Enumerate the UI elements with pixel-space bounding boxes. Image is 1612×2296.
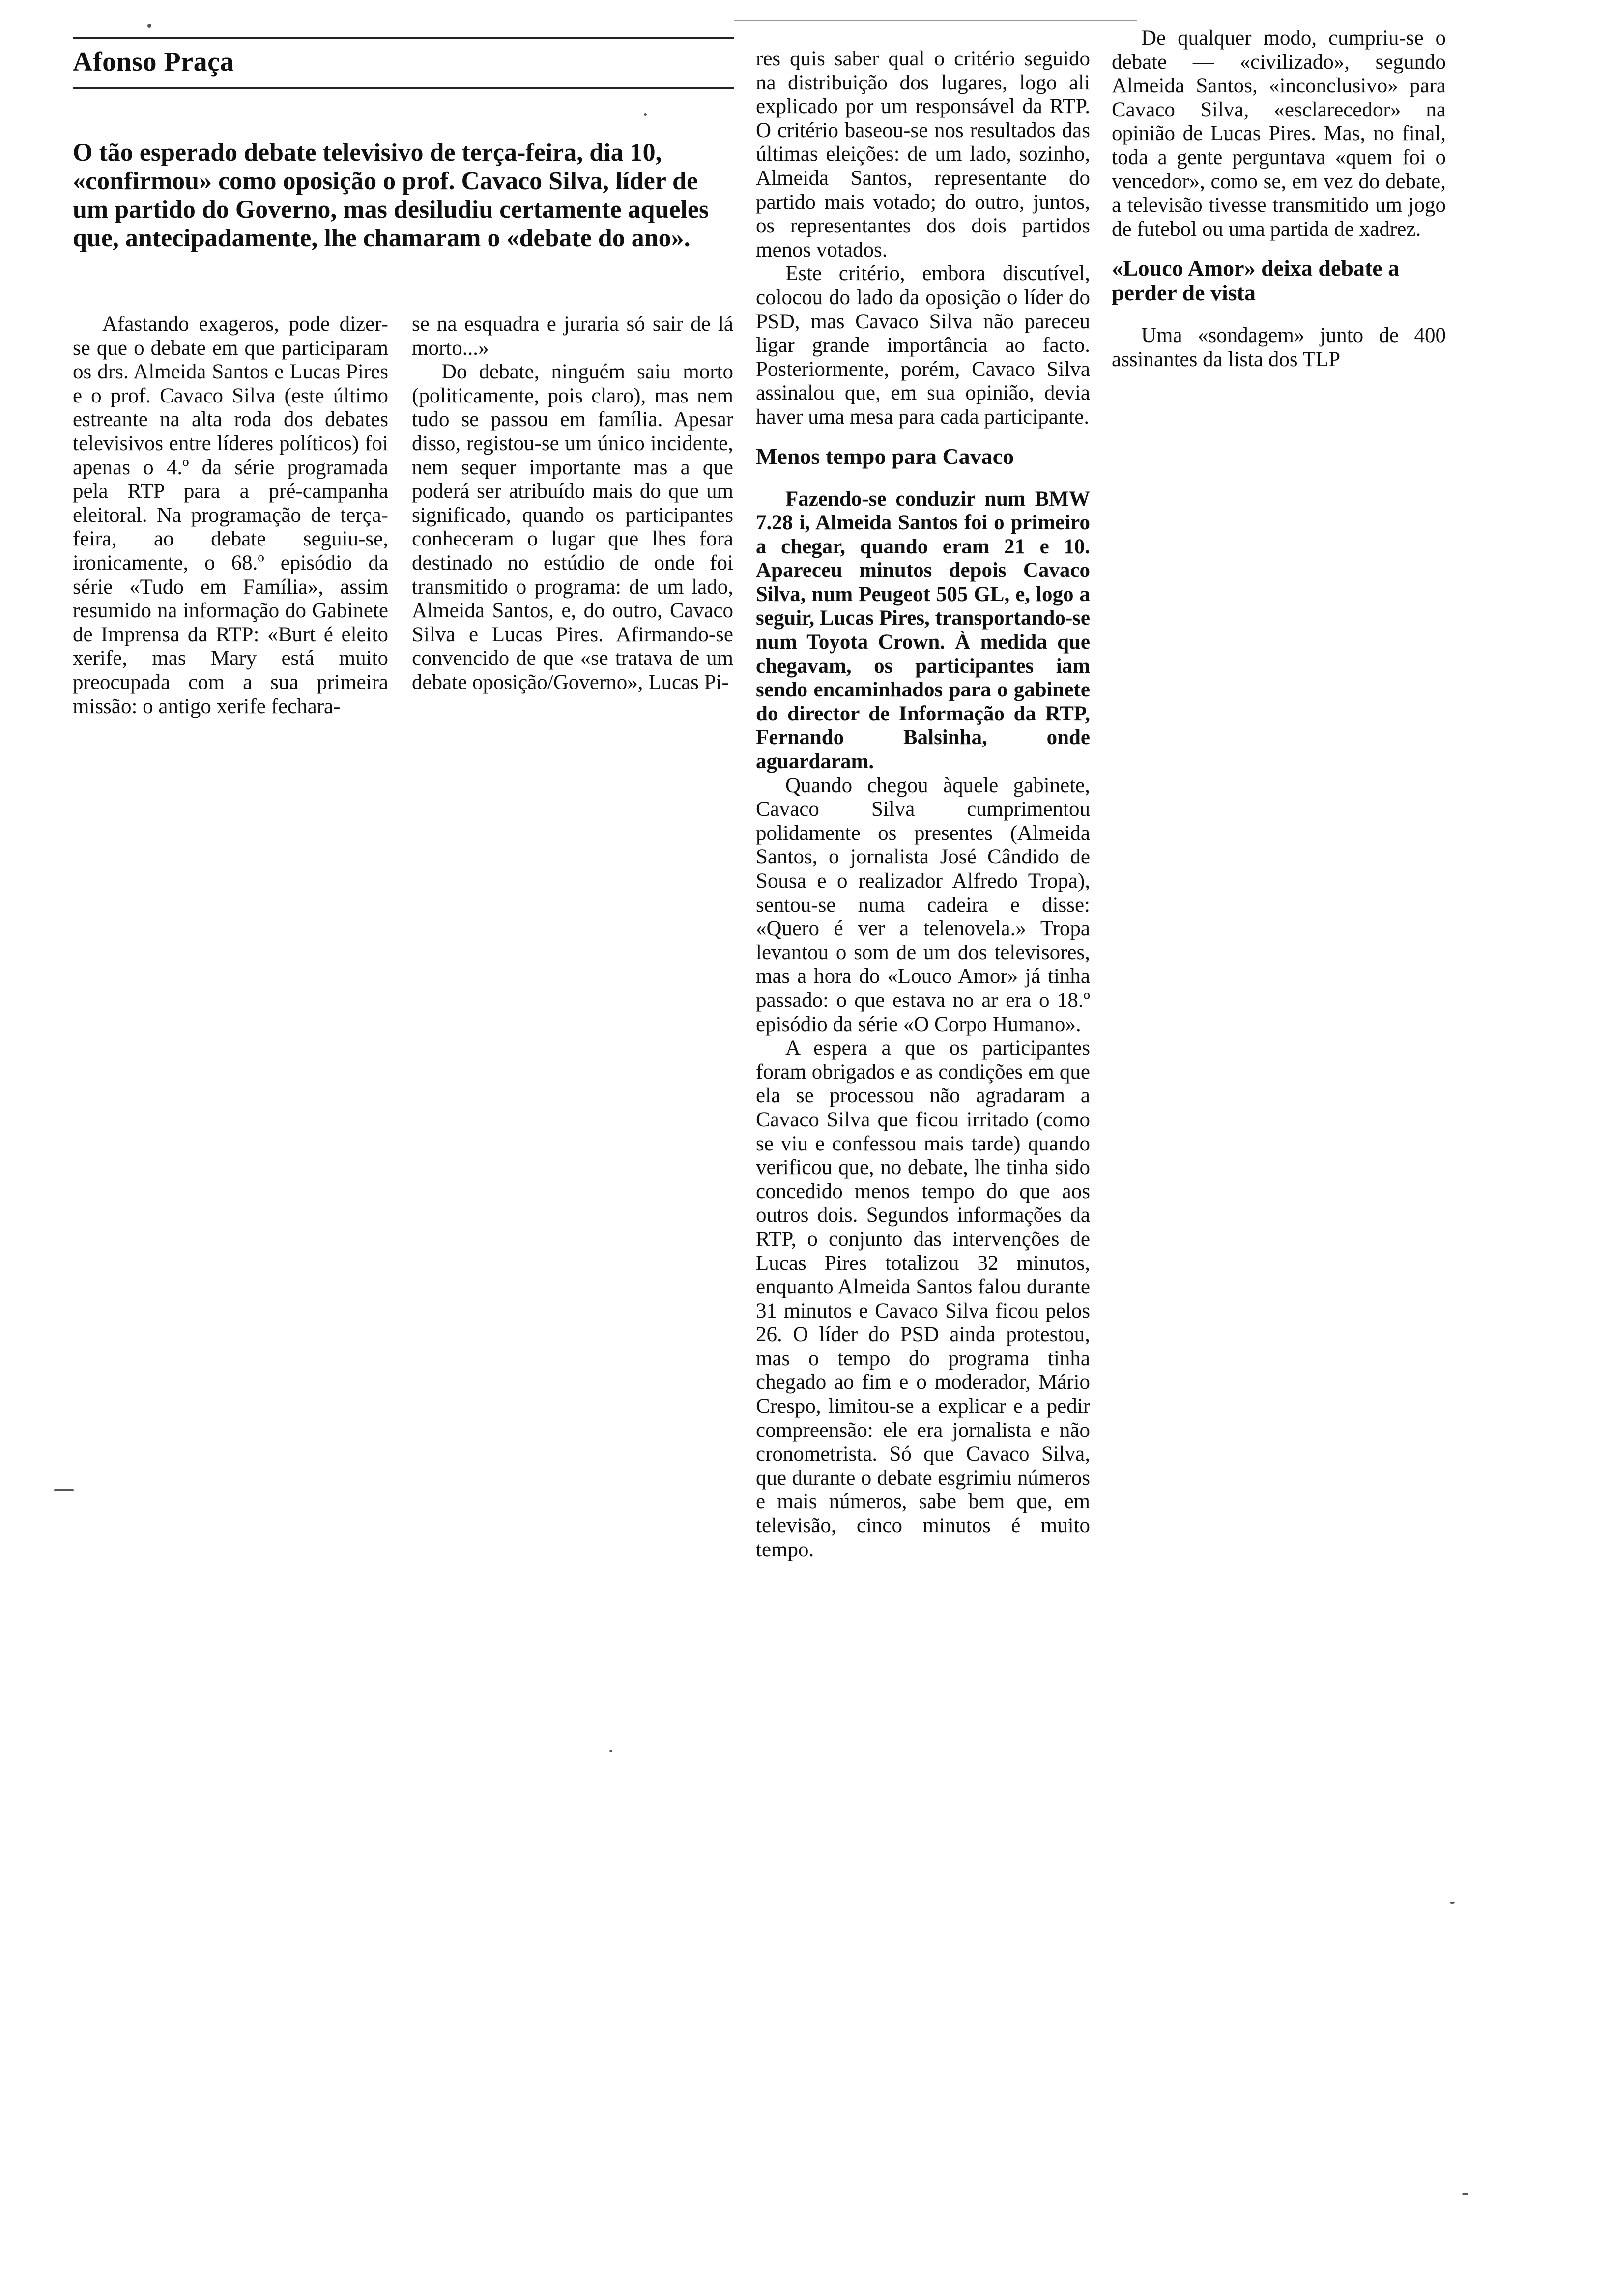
scan-speck	[147, 24, 151, 28]
body-paragraph: A espera a que os participantes foram obrigados e as condições em que ela se processou não agradaram a Cavaco Silva que ficou irritado (como se viu e confessou mais tarde) quando verificou que, no debate, lhe tinha sido concedido menos tempo do que aos outros dois. Segundos informações da RTP, o conjunto das intervenções de Lucas Pires totalizou 32 minutos, enquanto Almeida Santos falou durante 31 minutos e Cavaco Silva ficou pelos 26. O líder do PSD ainda protestou, mas o tempo do programa tinha chegado ao fim e o moderador, Mário Crespo, limitou-se a explicar e a pedir compreensão: ele era jornalista e não cronometrista. Só que Cavaco Silva, que durante o debate esgrimiu números e mais números, sabe bem que, em televisão, cinco minutos é muito tempo.	[756, 1036, 1090, 1561]
body-paragraph: Quando chegou àquele gabinete, Cavaco Silva cumprimentou polidamente os presentes (Almeida Santos, o jornalista José Cândido de Sousa e o realizador Alfredo Tropa), sentou-se numa cadeira e disse: «Quero é ver a telenovela.» Tropa levantou o som de um dos televisores, mas a hora do «Louco Amor» já tinha passado: o que estava no ar era o 18.º episódio da série «O Corpo Humano».	[756, 774, 1090, 1036]
scan-speck	[1462, 2193, 1468, 2195]
body-paragraph: res quis saber qual o critério seguido na distribuição dos lugares, logo ali explicado por um responsável da RTP. O critério baseou-se nos resultados das últimas eleições: de um lado, sozinho, Almeida Santos, representante do partido mais votado; do outro, juntos, os representantes dos dois partidos menos votados.	[756, 47, 1090, 261]
column-4	[1112, 27, 1446, 372]
body-paragraph: Fazendo-se conduzir num BMW 7.28 i, Almeida Santos foi o primeiro a chegar, quando eram 21 e 10. Apareceu minutos depois Cavaco Silva, num Peugeot 505 GL, e, logo a seguir, Lucas Pires, transportando-se num Toyota Crown. À medida que chegavam, os participantes iam sendo encaminhados para o gabinete do director de Informação da RTP, Fernando Balsinha, onde aguardaram.	[756, 487, 1090, 774]
body-paragraph: Este critério, embora discutível, colocou do lado da oposição o líder do PSD, mas Cavaco Silva não pareceu ligar grande importância ao facto. Posteriormente, porém, Cavaco Silva assinalou que, em sua opinião, devia haver uma mesa para cada participante.	[756, 262, 1090, 429]
column-2	[412, 313, 733, 695]
top-rule-left	[73, 37, 734, 39]
scan-speck	[609, 1750, 612, 1752]
scan-speck	[644, 113, 647, 116]
lead-paragraph: O tão esperado debate televisivo de terça-feira, dia 10, «confirmou» como oposição o prof. Cavaco Silva, líder de um partido do Governo, mas desiludiu certamente aqueles que, antecipadamente, lhe chamaram o «debate do ano».	[73, 139, 709, 252]
byline-rule	[73, 87, 734, 89]
byline: Afonso Praça	[73, 47, 234, 77]
body-paragraph: Afastando exageros, pode dizer-se que o debate em que participaram os drs. Almeida Santos e Lucas Pires e o prof. Cavaco Silva (este último estreante na alta roda dos debates televisivos entre líderes políticos) foi apenas o 4.º da série programada pela RTP para a pré-campanha eleitoral. Na programação de terça-feira, ao debate seguiu-se, ironicamente, o 68.º episódio da série «Tudo em Família», assim resumido na informação do Gabinete de Imprensa da RTP: «Burt é eleito xerife, mas Mary está muito preocupada com a sua primeira missão: o antigo xerife fechara-	[73, 313, 388, 718]
body-paragraph: se na esquadra e juraria só sair de lá morto...»	[412, 313, 733, 360]
scan-speck	[1450, 1902, 1455, 1904]
body-paragraph: De qualquer modo, cumpriu-se o debate — «civilizado», segundo Almeida Santos, «inconclusivo» para Cavaco Silva, «esclarecedor» na opinião de Lucas Pires. Mas, no final, toda a gente perguntava «quem foi o vencedor», como se, em vez do debate, a televisão tivesse transmitido um jogo de futebol ou uma partida de xadrez.	[1112, 27, 1446, 241]
body-paragraph: Uma «sondagem» junto de 400 assinantes da lista dos TLP	[1112, 324, 1446, 371]
column-3	[756, 47, 1090, 1562]
subheading-menos-tempo: Menos tempo para Cavaco	[756, 443, 1014, 469]
subheading-louco-amor: «Louco Amor» deixa debate a perder de vista	[1112, 256, 1400, 306]
body-paragraph: Do debate, ninguém saiu morto (politicamente, pois claro), mas nem tudo se passou em família. Apesar disso, registou-se um único incidente, nem sequer importante mas a que poderá ser atribuído mais do que um significado, quando os participantes conheceram o lugar que lhes fora destinado no estúdio de onde foi transmitido o programa: de um lado, Almeida Santos, e, do outro, Cavaco Silva e Lucas Pires. Afirmando-se convencido de que «se tratava de um debate oposição/Governo», Lucas Pi-	[412, 360, 733, 694]
top-rule-faint	[734, 20, 1137, 21]
scan-speck	[54, 1489, 74, 1491]
column-1	[73, 313, 388, 718]
